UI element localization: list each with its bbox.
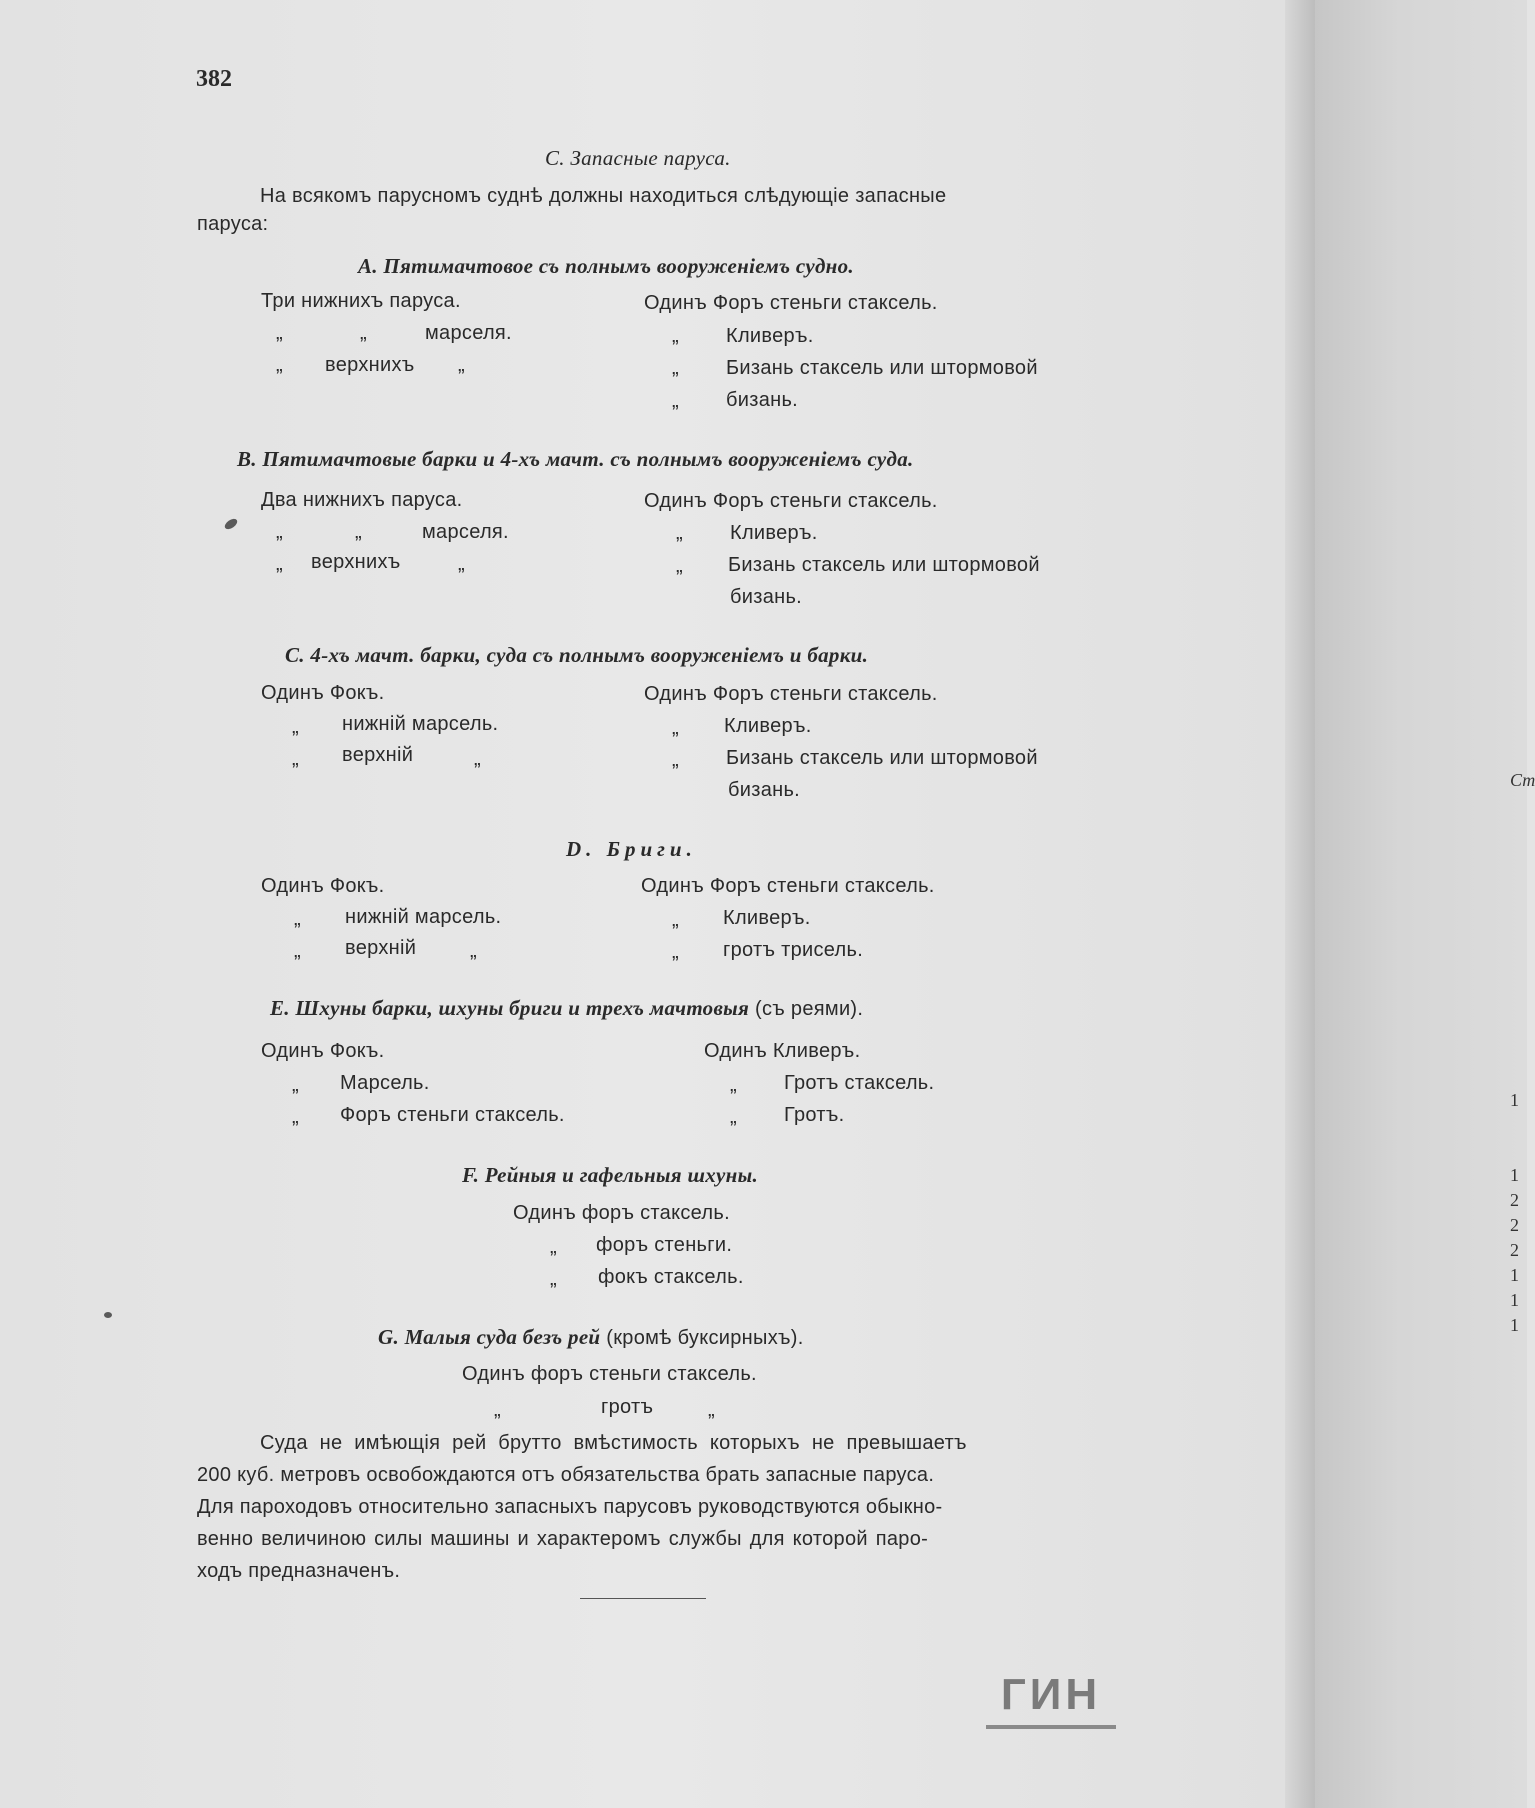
ditto-mark: „: [474, 748, 481, 770]
ditto-mark: „: [276, 521, 283, 543]
edge-fragment: 2: [1510, 1240, 1519, 1260]
ditto-mark: „: [672, 325, 679, 347]
intro-line: На всякомъ парусномъ суднѣ должны находиться слѣдующіе запасные: [260, 185, 947, 207]
edge-fragment: Ст: [1510, 770, 1535, 790]
group-c-left-item: Одинъ Фокъ.: [261, 682, 385, 704]
group-g-title: G. Малыя суда безъ рей: [378, 1325, 601, 1349]
group-f-title: F. Рейныя и гафельныя шхуны.: [462, 1163, 759, 1187]
ditto-mark: „: [676, 522, 683, 544]
group-a-left-item: верхнихъ: [325, 354, 415, 376]
group-d-right-item: гротъ трисель.: [723, 939, 864, 961]
next-page-edge: [1315, 0, 1527, 1808]
group-f-item: фокъ стаксель.: [598, 1266, 744, 1288]
ditto-mark: „: [730, 1106, 737, 1128]
ditto-mark: „: [494, 1399, 501, 1421]
group-e-title-note: (съ реями).: [755, 998, 864, 1020]
group-e-right-item: Гротъ стаксель.: [784, 1072, 935, 1094]
edge-fragment: 1: [1510, 1290, 1519, 1310]
ditto-mark: „: [458, 553, 465, 575]
group-d-left-item: нижній марсель.: [345, 906, 502, 928]
ink-smudge: [104, 1312, 112, 1318]
group-b-left-item: верхнихъ: [311, 551, 401, 573]
ditto-mark: „: [550, 1268, 557, 1290]
group-e-right-item: Гротъ.: [784, 1104, 845, 1126]
ditto-mark: „: [708, 1399, 715, 1421]
group-c-left-item: нижній марсель.: [342, 713, 499, 735]
group-c-left-item: верхній: [342, 744, 414, 766]
ditto-mark: „: [672, 390, 679, 412]
closing-line: Суда не имѣющія рей брутто вмѣстимость которыхъ не превышаетъ: [260, 1432, 967, 1454]
group-g-heading: [378, 1325, 804, 1350]
group-f-item: форъ стеньги.: [596, 1234, 733, 1256]
closing-line: Для пароходовъ относительно запасныхъ парусовъ руководствуются обыкно-: [197, 1496, 943, 1518]
ditto-mark: „: [276, 354, 283, 376]
group-c-right-item: Одинъ Форъ стеньги стаксель.: [644, 683, 938, 705]
edge-fragment: 1: [1510, 1315, 1519, 1335]
group-b-left-item: марселя.: [422, 521, 509, 543]
group-d-left-item: Одинъ Фокъ.: [261, 875, 385, 897]
ditto-mark: „: [672, 717, 679, 739]
group-e-left-item: Форъ стеньги стаксель.: [340, 1104, 565, 1126]
group-b-left-item: Два нижнихъ паруса.: [261, 489, 463, 511]
group-d-right-item: Одинъ Форъ стеньги стаксель.: [641, 875, 935, 897]
group-a-right-item: бизань.: [726, 389, 799, 411]
group-c-right-item: Бизань стаксель или штормовой: [726, 747, 1038, 769]
ditto-mark: „: [355, 521, 362, 543]
group-e-left-item: Одинъ Фокъ.: [261, 1040, 385, 1062]
edge-fragment: 1: [1510, 1165, 1519, 1185]
group-b-right-item: бизань.: [730, 586, 803, 608]
group-d-right-item: Кливеръ.: [723, 907, 811, 929]
ditto-mark: „: [550, 1236, 557, 1258]
group-d-left-item: верхній: [345, 937, 417, 959]
ditto-mark: „: [672, 909, 679, 931]
ditto-mark: „: [292, 1074, 299, 1096]
group-c-title: С. 4-хъ мачт. барки, суда съ полнымъ вооруженіемъ и барки.: [285, 643, 869, 667]
group-g-title-note: (кромѣ буксирныхъ).: [606, 1327, 804, 1349]
group-a-right-item: Одинъ Форъ стеньги стаксель.: [644, 292, 938, 314]
ditto-mark: „: [276, 553, 283, 575]
closing-line: ходъ предназначенъ.: [197, 1560, 401, 1582]
ditto-mark: „: [672, 941, 679, 963]
ditto-mark: „: [292, 1106, 299, 1128]
group-b-right-item: Одинъ Форъ стеньги стаксель.: [644, 490, 938, 512]
group-a-title: А. Пятимачтовое съ полнымъ вооруженіемъ судно.: [358, 254, 854, 278]
library-stamp: ГИН: [986, 1665, 1116, 1729]
closing-line: венно величиною силы машины и характеромъ службы для которой паро-: [197, 1528, 929, 1550]
ditto-mark: „: [360, 322, 367, 344]
group-c-right-item: бизань.: [728, 779, 801, 801]
group-f-item: Одинъ форъ стаксель.: [513, 1202, 730, 1224]
ditto-mark: „: [292, 716, 299, 738]
ditto-mark: „: [470, 940, 477, 962]
group-e-left-item: Марсель.: [340, 1072, 430, 1094]
edge-fragment: 2: [1510, 1215, 1519, 1235]
section-title: C. Запасные паруса.: [545, 146, 731, 170]
ditto-mark: „: [294, 940, 301, 962]
page-fold-shadow: [1285, 0, 1315, 1808]
group-a-left-item: марселя.: [425, 322, 512, 344]
group-e-title: Е. Шхуны барки, шхуны бриги и трехъ мачтовыя: [270, 996, 750, 1020]
closing-line: 200 куб. метровъ освобождаются отъ обязательства брать запасные паруса.: [197, 1464, 935, 1486]
group-b-right-item: Бизань стаксель или штормовой: [728, 554, 1040, 576]
group-e-heading: [270, 996, 863, 1021]
group-b-right-item: Кливеръ.: [730, 522, 818, 544]
group-e-right-item: Одинъ Кливеръ.: [704, 1040, 861, 1062]
group-g-item: гротъ: [601, 1396, 654, 1418]
end-rule: [580, 1598, 706, 1599]
group-a-right-item: Кливеръ.: [726, 325, 814, 347]
group-g-item: Одинъ форъ стеньги стаксель.: [462, 1363, 757, 1385]
page-number: 382: [196, 66, 232, 92]
ditto-mark: „: [676, 555, 683, 577]
group-d-title: D. Бриги.: [566, 837, 697, 861]
group-b-title: В. Пятимачтовые барки и 4-хъ мачт. съ полнымъ вооруженіемъ суда.: [237, 447, 914, 471]
group-c-right-item: Кливеръ.: [724, 715, 812, 737]
ditto-mark: „: [276, 322, 283, 344]
group-a-right-item: Бизань стаксель или штормовой: [726, 357, 1038, 379]
ditto-mark: „: [458, 354, 465, 376]
intro-line: паруса:: [197, 213, 269, 235]
ditto-mark: „: [292, 748, 299, 770]
ditto-mark: „: [672, 357, 679, 379]
edge-fragment: 1: [1510, 1090, 1519, 1110]
ditto-mark: „: [294, 908, 301, 930]
ditto-mark: „: [672, 749, 679, 771]
edge-fragment: 2: [1510, 1190, 1519, 1210]
edge-fragment: 1: [1510, 1265, 1519, 1285]
group-a-left-item: Три нижнихъ паруса.: [261, 290, 461, 312]
ditto-mark: „: [730, 1074, 737, 1096]
